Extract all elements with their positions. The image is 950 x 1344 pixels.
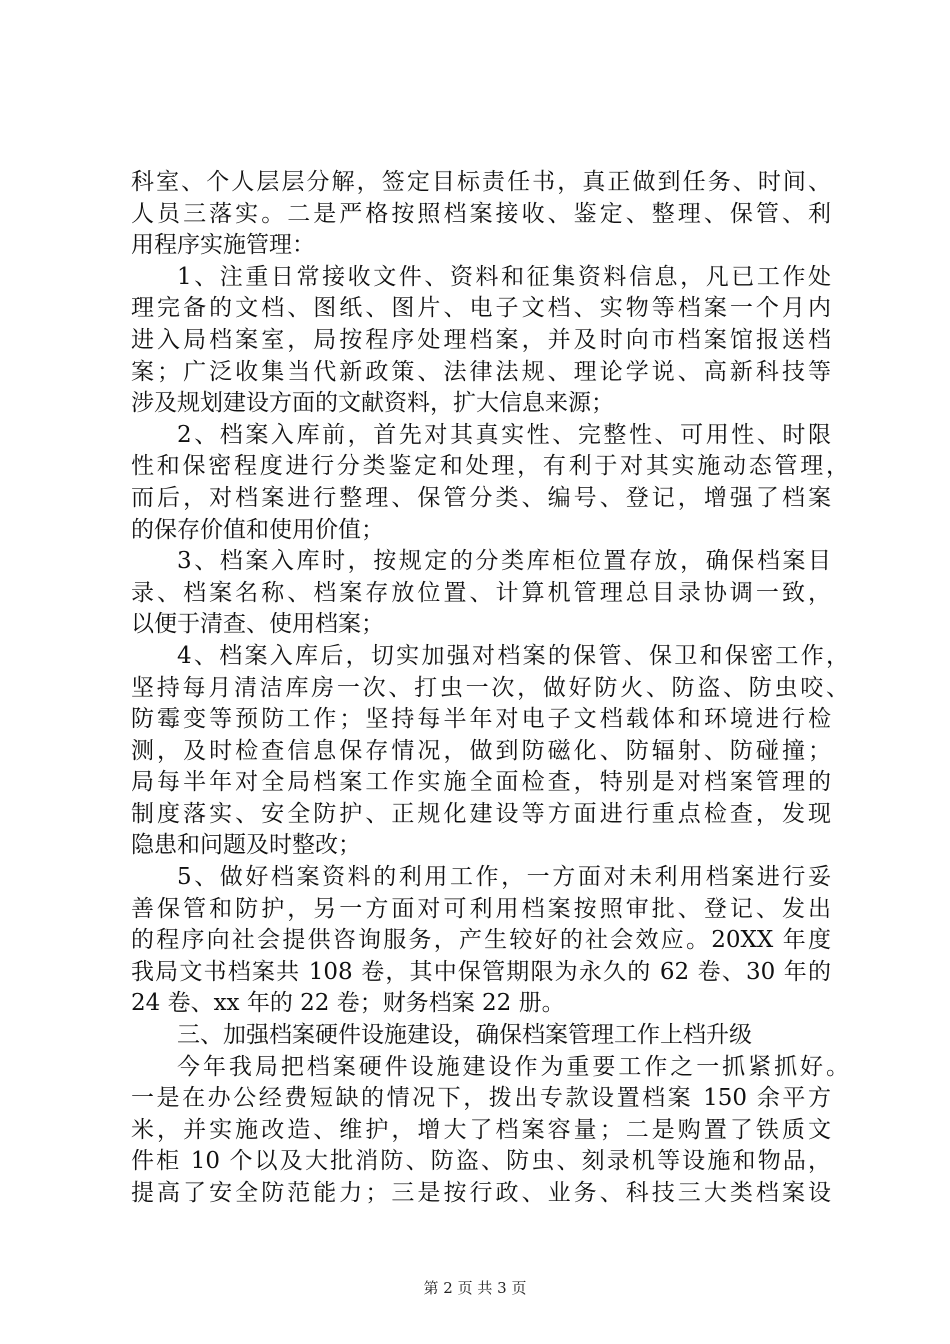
- text-line: 性和保密程度进行分类鉴定和处理，有利于对其实施动态管理，: [131, 453, 849, 480]
- text-line: 科室、个人层层分解，签定目标责任书，真正做到任务、时间、: [131, 169, 831, 195]
- text-line: 人员三落实。二是严格按照档案接收、鉴定、整理、保管、利: [131, 200, 831, 227]
- text-line: 1、注重日常接收文件、资料和征集资料信息，凡已工作处: [177, 263, 831, 290]
- text-line: 2、档案入库前，首先对其真实性、完整性、可用性、时限: [177, 421, 831, 448]
- text-line: 我局文书档案共 108 卷，其中保管期限为永久的 62 卷、30 年的: [131, 958, 831, 985]
- text-line: 案；广泛收集当代新政策、法律法规、理论学说、高新科技等: [131, 358, 831, 385]
- text-line: 的程序向社会提供咨询服务，产生较好的社会效应。20XX 年度: [131, 927, 831, 954]
- text-line: 的保存价值和使用价值；: [131, 516, 384, 543]
- text-line: 测，及时检查信息保存情况，做到防磁化、防辐射、防碰撞；: [131, 737, 831, 764]
- page-number-footer: 第 2 页 共 3 页: [423, 1279, 527, 1297]
- text-line: 局每半年对全局档案工作实施全面检查，特别是对档案管理的: [131, 769, 831, 796]
- text-line: 用程序实施管理：: [131, 232, 315, 259]
- text-line: 今年我局把档案硬件设施建设作为重要工作之一抓紧抓好。: [177, 1053, 849, 1080]
- text-line: 隐患和问题及时整改；: [131, 832, 361, 859]
- text-line: 而后，对档案进行整理、保管分类、编号、登记，增强了档案: [131, 484, 831, 511]
- text-line: 24 卷、xx 年的 22 卷；财务档案 22 册。: [131, 990, 565, 1017]
- text-line: 理完备的文档、图纸、图片、电子文档、实物等档案一个月内: [131, 295, 831, 322]
- text-line: 提高了安全防范能力；三是按行政、业务、科技三大类档案设: [131, 1180, 831, 1206]
- text-line: 米，并实施改造、维护，增大了档案容量；二是购置了铁质文: [131, 1116, 831, 1143]
- text-line: 以便于清查、使用档案；: [131, 611, 384, 638]
- text-line: 坚持每月清洁库房一次、打虫一次，做好防火、防盗、防虫咬、: [131, 674, 849, 701]
- section-heading: 三、加强档案硬件设施建设，确保档案管理工作上档升级: [177, 1022, 752, 1049]
- text-line: 一是在办公经费短缺的情况下，拨出专款设置档案 150 余平方: [131, 1085, 831, 1112]
- text-line: 进入局档案室，局按程序处理档案，并及时向市档案馆报送档: [131, 326, 831, 353]
- text-line: 善保管和防护，另一方面对可利用档案按照审批、登记、发出: [131, 895, 831, 922]
- text-line: 5、做好档案资料的利用工作，一方面对未利用档案进行妥: [177, 864, 831, 891]
- text-line: 制度落实、安全防护、正规化建设等方面进行重点检查，发现: [131, 800, 831, 827]
- text-line: 4、档案入库后，切实加强对档案的保管、保卫和保密工作，: [177, 642, 849, 669]
- text-line: 录、档案名称、档案存放位置、计算机管理总目录协调一致，: [131, 579, 831, 606]
- text-line: 涉及规划建设方面的文献资料，扩大信息来源；: [131, 390, 614, 417]
- text-line: 3、档案入库时，按规定的分类库柜位置存放，确保档案目: [177, 548, 831, 575]
- text-line: 防霉变等预防工作；坚持每半年对电子文档载体和环境进行检: [131, 706, 831, 733]
- text-line: 件柜 10 个以及大批消防、防盗、防虫、刻录机等设施和物品，: [131, 1148, 831, 1175]
- document-body: [131, 167, 849, 1210]
